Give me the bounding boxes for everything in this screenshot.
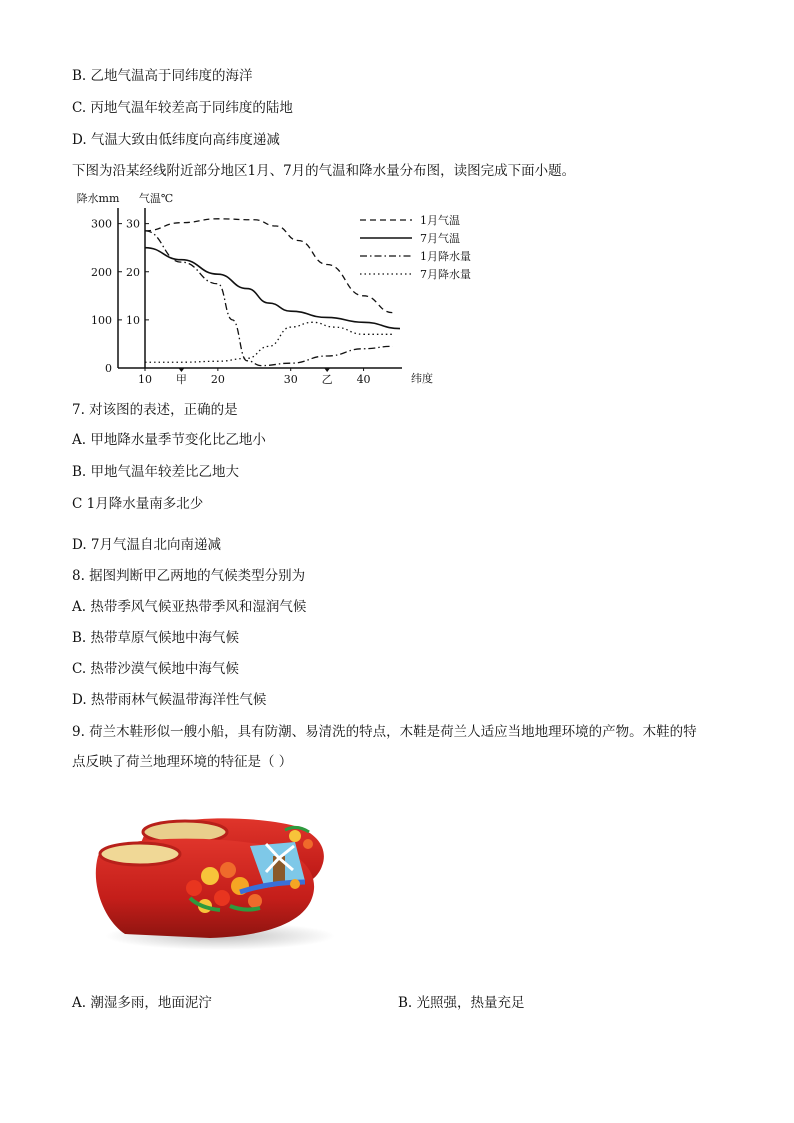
y-right-tick-label: 10 xyxy=(126,313,140,327)
chart-legend xyxy=(360,213,471,281)
question-9-line1: 9. 荷兰木鞋形似一艘小船，具有防潮、易清洗的特点，木鞋是荷兰人适应当地地理环境的产物。木鞋的特 xyxy=(72,724,697,740)
question-7: 7. 对该图的表述，正确的是 xyxy=(72,402,238,418)
x-marker-label: 乙 xyxy=(321,373,333,386)
question-9-line2: 点反映了荷兰地理环境的特征是（ ） xyxy=(72,754,293,770)
y-right-tick-label: 20 xyxy=(126,265,140,279)
x-marker xyxy=(178,368,184,372)
option-7a: A. 甲地降水量季节变化比乙地小 xyxy=(72,432,266,448)
series-line-2 xyxy=(145,231,393,366)
legend-label-0: 1月气温 xyxy=(420,214,460,227)
x-marker-label: 甲 xyxy=(175,373,187,386)
x-tick-label: 10 xyxy=(138,373,152,386)
climate-chart xyxy=(70,188,490,388)
option-7b: B. 甲地气温年较差比乙地大 xyxy=(72,464,240,480)
legend-label-3: 7月降水量 xyxy=(420,268,471,281)
legend-label-2: 1月降水量 xyxy=(420,250,471,263)
series-line-1 xyxy=(145,248,400,329)
option-6b: B. 乙地气温高于同纬度的海洋 xyxy=(72,68,253,84)
x-marker xyxy=(324,368,330,372)
x-tick-label: 30 xyxy=(283,373,298,386)
y-left-tick-label: 100 xyxy=(91,313,112,327)
y-left-label: 降水mm xyxy=(76,192,120,205)
option-8c: C. 热带沙漠气候地中海气候 xyxy=(72,661,239,677)
chart-series xyxy=(145,219,400,366)
option-6c: C. 丙地气温年较差高于同纬度的陆地 xyxy=(72,100,293,116)
option-6d: D. 气温大致由低纬度向高纬度递减 xyxy=(72,132,280,148)
y-right-label: 气温℃ xyxy=(138,192,174,205)
legend-label-1: 7月气温 xyxy=(420,232,460,245)
y-left-tick-label: 300 xyxy=(91,217,112,231)
x-tick-label: 40 xyxy=(356,373,371,386)
option-9a: A. 潮湿多雨，地面泥泞 xyxy=(72,995,212,1011)
series-line-3 xyxy=(145,322,393,362)
y-right-tick-label: 30 xyxy=(126,217,140,231)
series-line-0 xyxy=(145,219,393,313)
chart-intro: 下图为沿某经线附近部分地区1月、7月的气温和降水量分布图，读图完成下面小题。 xyxy=(72,163,576,179)
option-8d: D. 热带雨林气候温带海洋性气候 xyxy=(72,692,267,708)
option-7c: C 1月降水量南多北少 xyxy=(72,496,204,512)
option-8a: A. 热带季风气候亚热带季风和湿润气候 xyxy=(72,599,307,615)
wooden-clog-image xyxy=(90,806,340,956)
x-axis-label: 纬度 xyxy=(411,372,433,385)
y-left-tick-label: 200 xyxy=(91,265,112,279)
y-left-tick-label: 0 xyxy=(105,362,112,375)
option-8b: B. 热带草原气候地中海气候 xyxy=(72,630,240,646)
question-8: 8. 据图判断甲乙两地的气候类型分别为 xyxy=(72,568,306,584)
option-9b: B. 光照强，热量充足 xyxy=(398,995,525,1011)
option-7d: D. 7月气温自北向南递减 xyxy=(72,537,222,553)
x-tick-label: 20 xyxy=(210,373,225,386)
